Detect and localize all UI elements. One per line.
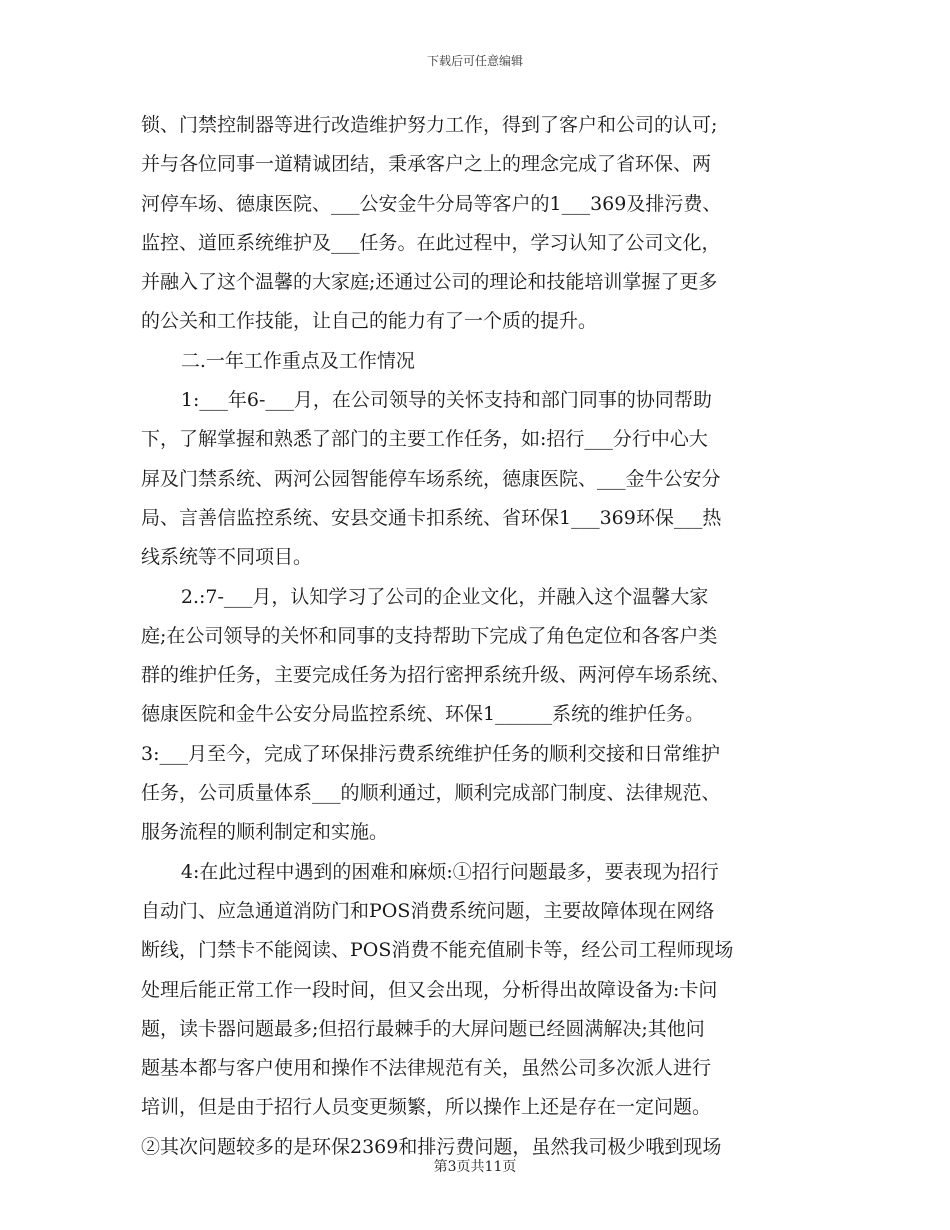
text-line: 群的维护任务，主要完成任务为招行密押系统升级、两河停车场系统、 [141, 664, 731, 687]
text-line: 题基本都与客户使用和操作不法律规范有关，虽然公司多次派人进行 [141, 1057, 712, 1080]
text-line: 的公关和工作技能，让自己的能力有了一个质的提升。 [141, 310, 598, 333]
text-line: 局、言善信监控系统、安县交通卡扣系统、省环保1___369环保___热 [141, 506, 722, 529]
text-line: 并与各位同事一道精诚团结，秉承客户之上的理念完成了省环保、两 [141, 153, 712, 176]
text-line: 河停车场、德康医院、___公安金牛分局等客户的1___369及排污费、 [141, 192, 722, 215]
text-line: 德康医院和金牛公安分局监控系统、环保1______系统的维护任务。 [141, 703, 705, 726]
text-line: 屏及门禁系统、两河公园智能停车场系统，德康医院、___金牛公安分 [141, 467, 721, 490]
text-line: 线系统等不同项目。 [141, 546, 313, 569]
text-line: 锁、门禁控制器等进行改造维护努力工作，得到了客户和公司的认可; [141, 114, 718, 136]
text-line: 自动门、应急通道消防门和POS消费系统问题，主要故障体现在网络 [141, 899, 715, 922]
text-line: 4:在此过程中遇到的困难和麻烦:①招行问题最多，要表现为招行 [180, 860, 719, 883]
text-line: 二.一年工作重点及工作情况 [180, 349, 415, 372]
text-line: 2.:7-___月，认知学习了公司的企业文化，并融入这个温馨大家 [180, 585, 709, 608]
text-line: 监控、道匝系统维护及___任务。在此过程中，学习认知了公司文化， [141, 231, 721, 254]
text-line: 处理后能正常工作一段时间，但又会出现，分析得出故障设备为:卡问 [141, 978, 718, 1001]
text-line: 任务，公司质量体系___的顺利通过，顺利完成部门制度、法律规范、 [141, 782, 721, 805]
text-line: 培训，但是由于招行人员变更频繁，所以操作上还是存在一定问题。 [141, 1096, 712, 1119]
text-line: 庭;在公司领导的关怀和同事的支持帮助下完成了角色定位和各客户类 [141, 624, 718, 647]
text-line: 断线，门禁卡不能阅读、POS消费不能充值刷卡等，经公司工程师现场 [141, 939, 734, 962]
text-line: 服务流程的顺利制定和实施。 [141, 821, 389, 844]
page-header: 下载后可任意编辑 [426, 54, 523, 68]
page-footer: 第3页共11页 [433, 1159, 517, 1175]
text-line: 下，了解掌握和熟悉了部门的主要工作任务，如:招行___分行中心大 [141, 428, 708, 451]
text-line: 并融入了这个温馨的大家庭;还通过公司的理论和技能培训掌握了更多 [141, 271, 718, 294]
text-line: ②其次问题较多的是环保2369和排污费问题，虽然我司极少哦到现场 [141, 1135, 722, 1158]
text-line: 1:___年6-___月，在公司领导的关怀支持和部门同事的协同帮助 [180, 389, 712, 412]
text-line: 3:___月至今，完成了环保排污费系统维护任务的顺利交接和日常维护 [141, 742, 720, 765]
text-line: 题，读卡器问题最多;但招行最棘手的大屏问题已经圆满解决;其他问 [141, 1017, 705, 1040]
document-body [141, 106, 813, 1167]
